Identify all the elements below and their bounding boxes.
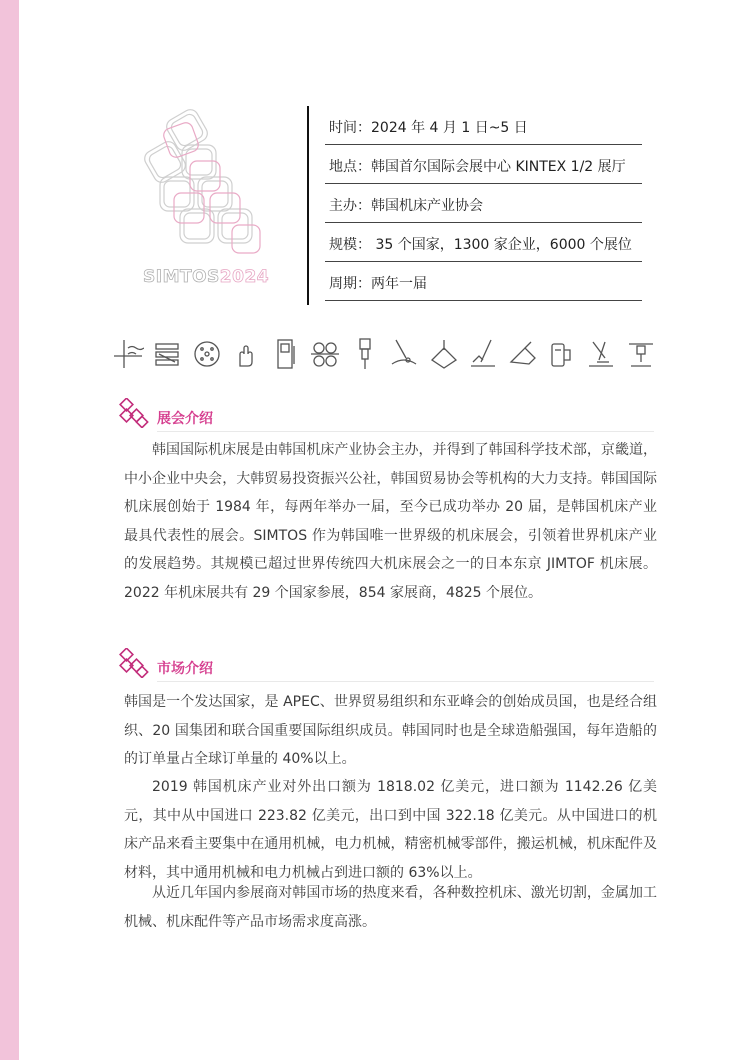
info-cycle: 周期：两年一届	[325, 263, 642, 301]
simtos-logo-text: SIMTOS2024	[143, 267, 270, 287]
left-accent-strip	[0, 0, 19, 1060]
exhibition-paragraph: 韩国国际机床展是由韩国机床产业协会主办，并得到了韩国科学技术部，京畿道，中小企业中央会，大韩贸易投资振兴公社，韩国贸易协会等机构的大力支持。韩国国际机床展创始于 1984 年，每两年举办一届，至今已成功举办 20 届，是韩国机床产业最具代表性的展会。SIMTOS 作为韩国唯一世界级的机床展会，引领着世界机床产业的发展趋势。其规模已超过世界传统四大机床展会之一的日本东京 JIMTOF 机床展。2022 年机床展共有 29 个国家参展，854 家展商，4825 个展位。	[124, 442, 657, 601]
welding-torch-icon	[388, 336, 420, 372]
machinery-icon-strip	[112, 336, 657, 376]
section-header-market	[118, 648, 654, 682]
rollers-icon	[309, 336, 341, 372]
section-rule	[157, 681, 654, 682]
info-organizer: 主办：韩国机床产业协会	[325, 185, 642, 223]
section-title: 市场介绍	[157, 661, 213, 677]
market-paragraph-1: 韩国是一个发达国家，是 APEC、世界贸易组织和东亚峰会的创始成员国，也是经合组织、20 国集团和联合国重要国际组织成员。韩国同时也是全球造船强国，每年造船的的订单量占全球订单量的 40%以上。	[124, 694, 657, 767]
section-diamond-icon	[118, 398, 150, 428]
market-paragraph-3: 从近几年国内参展商对韩国市场的热度来看，各种数控机床、激光切割，金属加工机械、机床配件等产品市场需求度高涨。	[124, 885, 657, 930]
stamping-icon	[151, 336, 183, 372]
saw-blade-icon	[191, 336, 223, 372]
drill-icon	[112, 336, 144, 372]
hand-icon	[230, 336, 262, 372]
info-time: 时间：2024 年 4 月 1 日~5 日	[325, 107, 642, 145]
info-divider	[307, 106, 309, 305]
section-diamond-icon	[118, 648, 150, 678]
plasma-icon	[507, 336, 539, 372]
section-header-exhibition	[118, 398, 654, 432]
section-rule	[157, 431, 654, 432]
cnc-head-icon	[428, 336, 460, 372]
laser-cutter-icon	[467, 336, 499, 372]
market-paragraph-2: 2019 韩国机床产业对外出口额为 1818.02 亿美元，进口额为 1142.26 亿美元，其中从中国进口 223.82 亿美元，出口到中国 322.18 亿美元。从中国进口的机床产品来看主要集中在通用机械，电力机械，精密机械零部件，搬运机械，机床配件及材料，其中通用机械和电力机械占到进口额的 63%以上。	[124, 779, 657, 881]
info-location: 地点：韩国首尔国际会展中心 KINTEX 1/2 展厅	[325, 146, 642, 184]
machine-cabinet-icon	[270, 336, 302, 372]
info-scale: 规模： 35 个国家，1300 家企业，6000 个展位	[325, 224, 642, 262]
measurement-probe-icon	[625, 336, 657, 372]
spindle-icon	[349, 336, 381, 372]
pipe-bender-icon	[546, 336, 578, 372]
press-icon	[585, 336, 617, 372]
section-title: 展会介绍	[157, 411, 213, 427]
